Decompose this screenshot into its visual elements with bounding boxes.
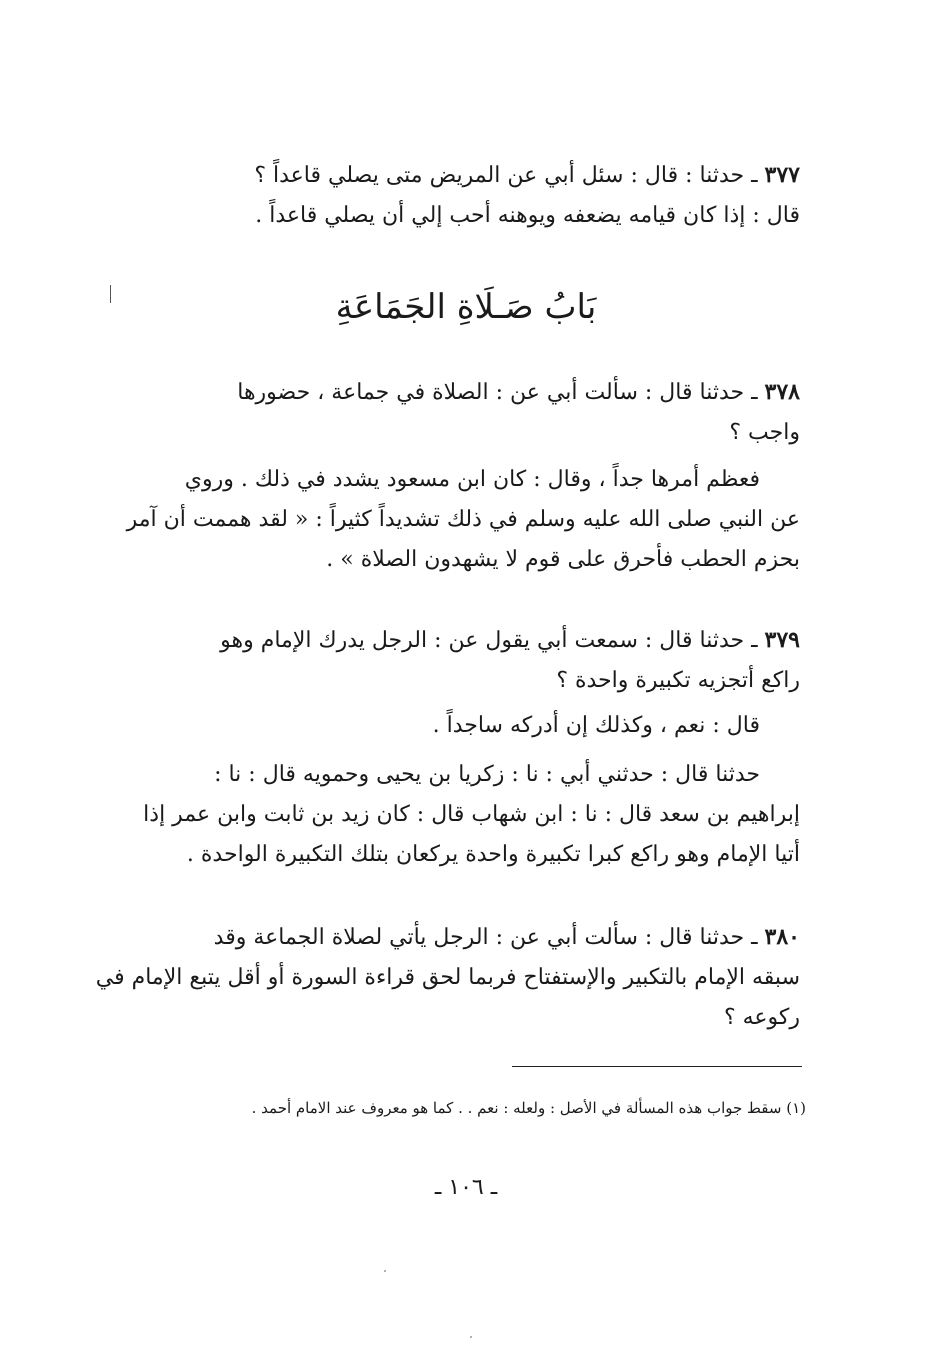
hadith-378-answer-line-1: فعظم أمرها جداً ، وقال : كان ابن مسعود يشدد في ذلك . وروي	[184, 467, 760, 492]
hadith-379-question-line-1	[140, 620, 800, 661]
footnote-divider	[512, 1066, 802, 1067]
hadith-377-line-1	[140, 155, 800, 196]
hadith-378	[140, 372, 800, 453]
hadith-380-question-line-2: سبقه الإمام بالتكبير والإستفتاح فربما لحق قراءة السورة أو أقل يتبع الإمام في	[95, 965, 800, 990]
hadith-379-number: ٣٧٩	[764, 627, 800, 653]
scan-speck	[470, 1336, 472, 1338]
page-number: ـ ١٠٦ ـ	[434, 1175, 498, 1200]
hadith-378-question-line-2: واجب ؟	[729, 420, 800, 445]
hadith-380-number: ٣٨٠	[764, 924, 800, 950]
hadith-379-answer-line: قال : نعم ، وكذلك إن أدركه ساجداً .	[432, 713, 760, 738]
hadith-380-question-line-1-text: ـ حدثنا قال : سألت أبي عن : الرجل يأتي لصلاة الجماعة وقد	[213, 925, 765, 950]
hadith-380-question-line-3: ركوعه ؟	[723, 1005, 800, 1030]
hadith-379-narration	[140, 755, 800, 875]
hadith-377-line-1-text: ـ حدثنا : قال : سئل أبي عن المريض متى يصلي قاعداً ؟	[254, 163, 765, 188]
hadith-379-narration-line-2: إبراهيم بن سعد قال : نا : ابن شهاب قال : كان زيد بن ثابت وابن عمر إذا	[143, 802, 800, 827]
hadith-377-number: ٣٧٧	[764, 162, 800, 188]
hadith-379-narration-line-1: حدثنا قال : حدثني أبي : نا : زكريا بن يحيى وحمويه قال : نا :	[214, 762, 760, 787]
scan-speck	[384, 1270, 386, 1272]
hadith-379-question-line-1-text: ـ حدثنا قال : سمعت أبي يقول عن : الرجل يدرك الإمام وهو	[220, 628, 765, 653]
hadith-380-question-line-1	[140, 917, 800, 958]
hadith-380	[95, 917, 800, 1038]
hadith-378-answer	[126, 460, 800, 580]
hadith-378-answer-line-3: بحزم الحطب فأحرق على قوم لا يشهدون الصلاة » .	[326, 547, 800, 572]
hadith-379-narration-line-3: أتيا الإمام وهو راكع كبرا تكبيرة واحدة يركعان بتلك التكبيرة الواحدة .	[186, 842, 800, 867]
hadith-379-question-line-2: راكع أتجزيه تكبيرة واحدة ؟	[556, 668, 800, 693]
hadith-378-answer-line-2: عن النبي صلى الله عليه وسلم في ذلك تشديداً كثيراً : « لقد هممت أن آمر	[126, 507, 800, 532]
hadith-377	[140, 155, 800, 236]
hadith-378-question-line-1-text: ـ حدثنا قال : سألت أبي عن : الصلاة في جماعة ، حضورها	[237, 380, 765, 405]
hadith-378-number: ٣٧٨	[764, 379, 800, 405]
hadith-379	[140, 620, 800, 701]
hadith-378-question-line-1	[140, 372, 800, 413]
footnote: (١) سقط جواب هذه المسألة في الأصل : ولعله : نعم . . كما هو معروف عند الامام أحمد .	[251, 1099, 806, 1117]
chapter-heading: بَابُ صَـلَاةِ الجَمَاعَةِ	[335, 287, 597, 327]
hadith-379-answer	[140, 706, 800, 746]
hadith-377-line-2: قال : إذا كان قيامه يضعفه ويوهنه أحب إلي أن يصلي قاعداً .	[255, 203, 800, 228]
